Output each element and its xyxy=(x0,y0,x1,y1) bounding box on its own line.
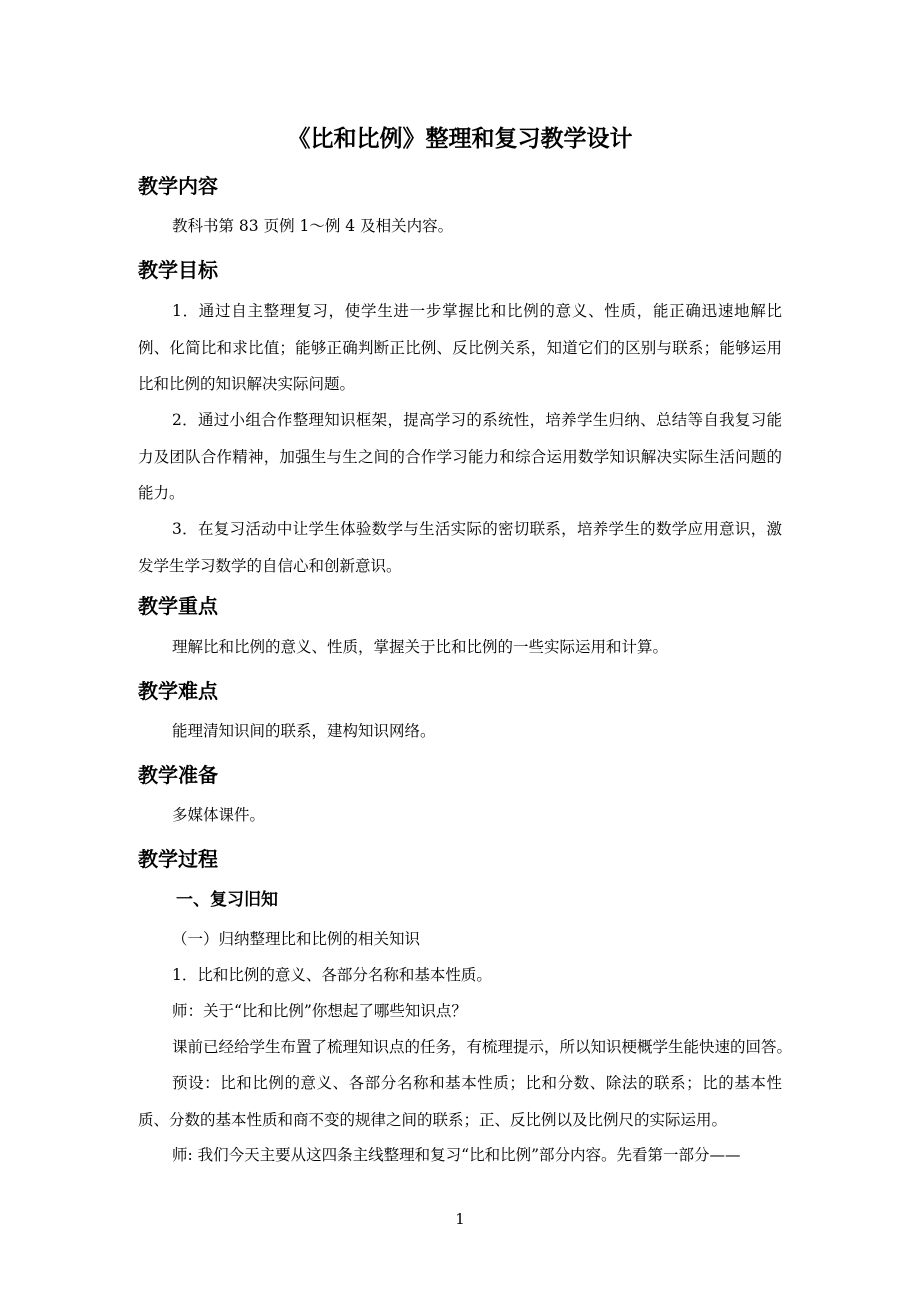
process-line-4: 课前已经给学生布置了梳理知识点的任务，有梳理提示，所以知识梗概学生能快速的回答。 xyxy=(172,1038,793,1056)
process-line-3: 师：关于“比和比例”你想起了哪些知识点？ xyxy=(172,1002,467,1020)
document-title: 《比和比例》整理和复习教学设计 xyxy=(287,126,633,152)
preparation-text: 多媒体课件。 xyxy=(172,806,266,824)
goal-item-1: 1．通过自主整理复习，使学生进一步掌握比和比例的意义、性质，能正确迅速地解比例、化简比和求比值；能够正确判断正比例、反比例关系，知道它们的区别与联系；能够运用比和比例的知识解决实际问题。 xyxy=(138,302,782,393)
process-preset: 预设：比和比例的意义、各部分名称和基本性质；比和分数、除法的联系；比的基本性质、分数的基本性质和商不变的规律之间的联系；正、反比例以及比例尺的实际运用。 xyxy=(138,1074,782,1129)
page-number: 1 xyxy=(455,1210,465,1228)
process-line-2: 1．比和比例的意义、各部分名称和基本性质。 xyxy=(172,966,492,984)
process-line-1: （一）归纳整理比和比例的相关知识 xyxy=(172,930,421,948)
heading-difficulties: 教学难点 xyxy=(138,679,218,703)
goal-item-2: 2．通过小组合作整理知识框架，提高学习的系统性，培养学生归纳、总结等自我复习能力及团队合作精神，加强生与生之间的合作学习能力和综合运用数学知识解决实际生活问题的能力。 xyxy=(138,411,782,502)
difficulties-text: 能理清知识间的联系，建构知识网络。 xyxy=(172,722,436,740)
heading-process: 教学过程 xyxy=(138,847,218,871)
heading-preparation: 教学准备 xyxy=(138,763,218,787)
process-teacher-last: 师: 我们今天主要从这四条主线整理和复习“比和比例”部分内容。先看第一部分—— xyxy=(172,1146,741,1164)
heading-content: 教学内容 xyxy=(138,174,218,198)
heading-key-points: 教学重点 xyxy=(138,594,218,618)
goal-item-3: 3．在复习活动中让学生体验数学与生活实际的密切联系，培养学生的数学应用意识，激发学生学习数学的自信心和创新意识。 xyxy=(138,520,782,575)
heading-goals: 教学目标 xyxy=(138,258,218,282)
content-text: 教科书第 83 页例 1～例 4 及相关内容。 xyxy=(172,217,454,235)
key-points-text: 理解比和比例的意义、性质，掌握关于比和比例的一些实际运用和计算。 xyxy=(172,638,669,656)
subheading-review: 一、复习旧知 xyxy=(176,890,278,910)
